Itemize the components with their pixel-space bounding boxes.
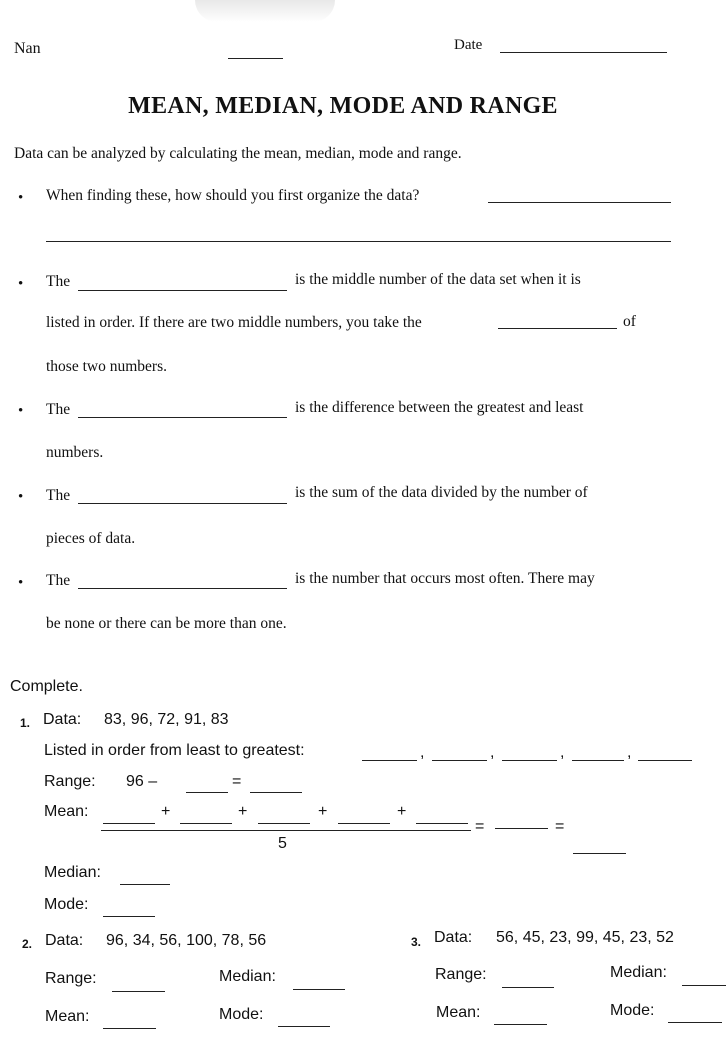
order-comma: , [627,744,632,761]
problem-3-mean-label: Mean: [436,1004,481,1021]
bullet-2-text: is the middle number of the data set when it is [295,271,581,288]
problem-2-mode-label: Mode: [219,1006,264,1023]
problem-2-data-values: 96, 34, 56, 100, 78, 56 [106,932,267,949]
bullet-4-prefix: The [46,487,71,504]
problem-3-mode-label: Mode: [610,1002,655,1019]
mean-equals: = [555,818,565,835]
bullet-5-line-2: be none or there can be more than one. [46,615,287,632]
bullet-5-prefix: The [46,572,71,589]
order-blank-4[interactable] [572,760,624,761]
problem-1-mode-label: Mode: [44,896,89,913]
problem-3-data-values: 56, 45, 23, 99, 45, 23, 52 [496,929,674,946]
problem-2-median-label: Median: [219,968,276,985]
order-blank-5[interactable] [638,760,692,761]
problem-2-data-label: Data: [45,932,84,949]
problem-1-mode-blank[interactable] [103,916,155,917]
mean-addend-1[interactable] [103,823,155,824]
mean-term-blank[interactable] [78,503,287,504]
mean-plus: + [318,803,328,820]
name-field[interactable] [228,58,283,59]
problem-3-median-label: Median: [610,964,667,981]
bullet-2-prefix: The [46,273,71,290]
problem-2-mean-label: Mean: [45,1008,90,1025]
problem-2-mode-blank[interactable] [278,1026,330,1027]
bullet-icon: • [18,276,24,292]
complete-heading: Complete. [10,678,83,695]
range-equals: = [232,773,242,790]
bullet-1-answer-line[interactable] [488,202,671,203]
bullet-icon: • [18,575,24,591]
order-comma: , [490,744,495,761]
order-comma: , [560,744,565,761]
problem-3-mean-blank[interactable] [494,1024,547,1025]
bullet-3-line-2: numbers. [46,444,104,461]
bullet-icon: • [18,190,24,206]
problem-3-median-blank[interactable] [682,985,726,986]
mean-equals: = [475,818,485,835]
problem-3-range-blank[interactable] [502,987,554,988]
mean-divisor: 5 [278,835,287,852]
problem-2-median-blank[interactable] [293,989,345,990]
mode-term-blank[interactable] [78,588,287,589]
mean-addend-2[interactable] [180,823,232,824]
mean-result-blank[interactable] [573,853,626,854]
date-field[interactable] [500,52,667,53]
bullet-1-text: When finding these, how should you first organize the data? [46,187,420,204]
scan-smudge [195,0,335,22]
bullet-3-text: is the difference between the greatest and least [295,399,584,416]
problem-1-data-label: Data: [43,711,82,728]
range-subtrahend-blank[interactable] [186,792,228,793]
problem-1-range-start: 96 – [126,773,158,790]
problem-3-number: 3. [411,935,422,949]
problem-1-mean-label: Mean: [44,803,89,820]
order-blank-2[interactable] [432,760,487,761]
intro-text: Data can be analyzed by calculating the mean, median, mode and range. [14,145,462,162]
mean-plus: + [397,803,407,820]
name-label: Nan [14,40,41,57]
bullet-icon: • [18,403,24,419]
mean-addend-5[interactable] [416,823,468,824]
order-blank-1[interactable] [362,760,417,761]
bullet-2-line-2-end: of [623,313,636,330]
mean-plus: + [161,803,171,820]
problem-2-range-blank[interactable] [112,991,165,992]
mean-addend-4[interactable] [338,823,390,824]
problem-3-mode-blank[interactable] [668,1022,722,1023]
median-term-blank[interactable] [78,290,287,291]
bullet-1-answer-line-2[interactable] [46,241,671,242]
range-term-blank[interactable] [78,417,287,418]
problem-3-range-label: Range: [435,966,487,983]
fraction-bar [101,830,471,831]
problem-2-number: 2. [22,937,33,951]
problem-2-mean-blank[interactable] [103,1028,156,1029]
problem-1-data-values: 83, 96, 72, 91, 83 [104,711,229,728]
page-title: MEAN, MEDIAN, MODE AND RANGE [128,93,558,119]
bullet-5-text: is the number that occurs most often. There may [295,570,595,587]
bullet-2-line-3: those two numbers. [46,358,167,375]
average-term-blank[interactable] [498,328,617,329]
mean-sum-blank[interactable] [495,828,548,829]
problem-1-order-label: Listed in order from least to greatest: [44,742,305,759]
problem-2-range-label: Range: [45,970,97,987]
bullet-4-text: is the sum of the data divided by the number of [295,484,588,501]
bullet-4-line-2: pieces of data. [46,530,136,547]
bullet-2-line-2: listed in order. If there are two middle numbers, you take the [46,314,422,331]
bullet-icon: • [18,489,24,505]
date-label: Date [454,37,483,53]
mean-plus: + [238,803,248,820]
range-result-blank[interactable] [250,792,302,793]
problem-1-median-label: Median: [44,864,101,881]
order-comma: , [420,744,425,761]
mean-addend-3[interactable] [258,823,310,824]
problem-1-range-label: Range: [44,773,96,790]
problem-1-number: 1. [20,716,31,730]
bullet-3-prefix: The [46,401,71,418]
problem-3-data-label: Data: [434,929,473,946]
order-blank-3[interactable] [502,760,557,761]
problem-1-median-blank[interactable] [120,884,170,885]
